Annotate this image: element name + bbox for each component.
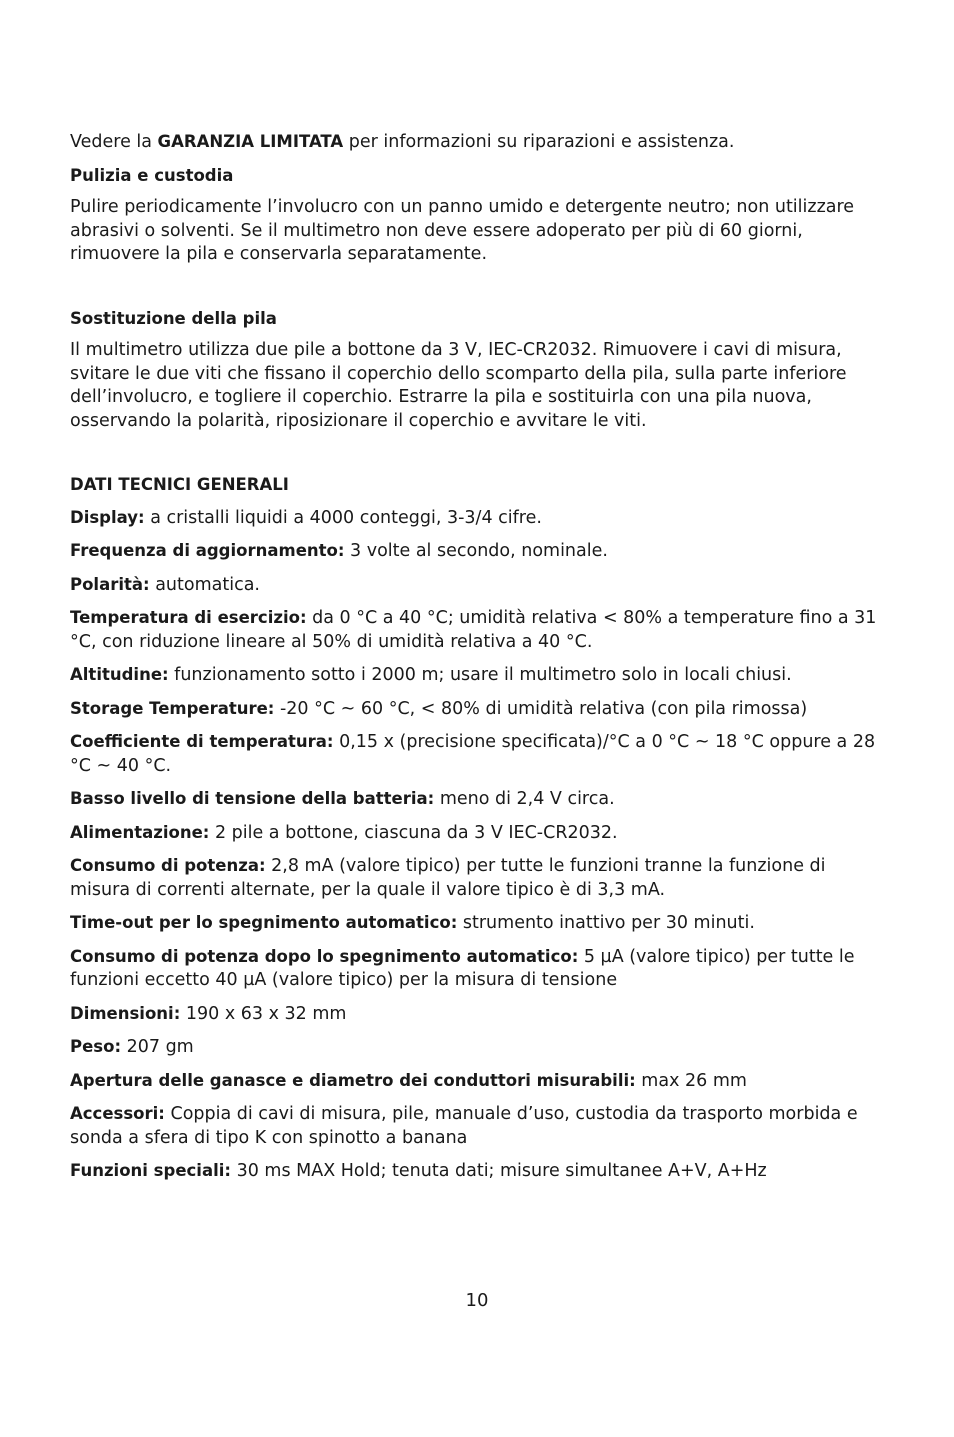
spec-label: Altitudine: xyxy=(70,665,169,684)
spec-item-power-supply xyxy=(70,821,880,846)
spec-label: Consumo di potenza: xyxy=(70,856,266,875)
spec-label: Time-out per lo spegnimento automatico: xyxy=(70,913,458,932)
spec-value: da 0 °C a 40 °C; umidità relativa < 80% a temperature fino a 31 °C, con riduzione lineare al 50% di umidità relativa a 40 °C. xyxy=(70,608,877,652)
warranty-link-text: GARANZIA LIMITATA xyxy=(157,132,344,151)
spec-label: Frequenza di aggiornamento: xyxy=(70,541,345,560)
spec-label: Funzioni speciali: xyxy=(70,1161,231,1180)
spec-value: 5 µA (valore tipico) per tutte le funzioni eccetto 40 µA (valore tipico) per la misura di tensione xyxy=(70,946,855,990)
spec-item-auto-power-off xyxy=(70,911,880,936)
spec-value: -20 °C ~ 60 °C, < 80% di umidità relativa (con pila rimossa) xyxy=(274,698,808,719)
spec-label: Alimentazione: xyxy=(70,822,210,842)
spec-value: a cristalli liquidi a 4000 conteggi, 3-3/4 cifre. xyxy=(144,507,542,528)
spec-item-refresh-rate xyxy=(70,539,880,564)
spec-value: 3 volte al secondo, nominale. xyxy=(344,541,608,561)
warranty-note-suffix: per informazioni su riparazioni e assistenza. xyxy=(343,132,735,152)
manual-page xyxy=(70,130,880,1193)
battery-heading: Sostituzione della pila xyxy=(70,308,277,328)
spec-label: Storage Temperature: xyxy=(70,698,275,718)
spec-value: automatica. xyxy=(149,574,260,595)
specs-heading: DATI TECNICI GENERALI xyxy=(70,475,289,494)
spec-label: Display: xyxy=(70,507,145,527)
spec-label: Consumo di potenza dopo lo spegnimento automatico: xyxy=(70,946,579,966)
spec-item-altitude xyxy=(70,663,880,688)
spec-item-power-after-off xyxy=(70,945,880,993)
spec-item-special-functions xyxy=(70,1159,880,1184)
spec-label: Accessori: xyxy=(70,1104,165,1123)
spec-item-display xyxy=(70,506,880,531)
spec-value: 207 gm xyxy=(121,1037,194,1057)
spec-item-power-consumption xyxy=(70,854,880,902)
spec-value: strumento inattivo per 30 minuti. xyxy=(457,913,755,933)
cleaning-body: Pulire periodicamente l’involucro con un panno umido e detergente neutro; non utilizzare abrasivi o solventi. Se il multimetro non deve essere adoperato per più di 60 giorni, rimuovere la pila e conservarla separatamente. xyxy=(70,197,855,264)
spec-value: 0,15 x (precisione specificata)/°C a 0 °C ~ 18 °C oppure a 28 °C ~ 40 °C. xyxy=(70,732,876,776)
spec-label: Coefficiente di temperatura: xyxy=(70,732,334,751)
spec-label: Basso livello di tensione della batteria: xyxy=(70,789,435,808)
spec-value: 30 ms MAX Hold; tenuta dati; misure simultanee A+V, A+Hz xyxy=(231,1161,767,1181)
spec-label: Temperatura di esercizio: xyxy=(70,608,307,627)
spec-value: 190 x 63 x 32 mm xyxy=(180,1003,347,1024)
spec-item-dimensions xyxy=(70,1002,880,1027)
spec-item-polarity xyxy=(70,573,880,598)
spec-item-storage-temperature xyxy=(70,697,880,722)
spec-value: funzionamento sotto i 2000 m; usare il multimetro solo in locali chiusi. xyxy=(168,665,792,685)
spec-value: Coppia di cavi di misura, pile, manuale d’uso, custodia da trasporto morbida e sonda a sfera di tipo K con spinotto a banana xyxy=(70,1104,858,1148)
spec-item-operating-temperature xyxy=(70,606,880,654)
spec-item-jaw-opening xyxy=(70,1069,880,1094)
spec-label: Dimensioni: xyxy=(70,1003,181,1023)
page-number: 10 xyxy=(465,1290,489,1311)
spec-value: 2,8 mA (valore tipico) per tutte le funzioni tranne la funzione di misura di correnti alternate, per la quale il valore tipico è di 3,3 mA. xyxy=(70,856,826,900)
spec-value: max 26 mm xyxy=(635,1070,747,1091)
cleaning-heading: Pulizia e custodia xyxy=(70,165,234,185)
spec-item-accessories xyxy=(70,1102,880,1150)
spec-value: meno di 2,4 V circa. xyxy=(434,789,615,809)
warranty-note-prefix: Vedere la xyxy=(70,132,158,152)
warranty-note xyxy=(70,130,880,155)
spec-label: Polarità: xyxy=(70,574,150,594)
spec-item-low-battery xyxy=(70,787,880,812)
spec-label: Apertura delle ganasce e diametro dei conduttori misurabili: xyxy=(70,1070,636,1090)
spec-item-weight xyxy=(70,1035,880,1060)
spec-label: Peso: xyxy=(70,1037,122,1056)
spec-value: 2 pile a bottone, ciascuna da 3 V IEC-CR2032. xyxy=(209,822,618,843)
spec-item-temperature-coefficient xyxy=(70,730,880,778)
specs-list xyxy=(70,506,880,1184)
battery-body: Il multimetro utilizza due pile a bottone da 3 V, IEC-CR2032. Rimuovere i cavi di misura, svitare le due viti che fissano il coperchio dello scomparto della pila, sulla parte inferiore dell’involucro, e togliere il coperchio. Estrarre la pila e sostituirla con una pila nuova, osservando la polarità, riposizionare il coperchio e avvitare le viti. xyxy=(70,340,847,431)
